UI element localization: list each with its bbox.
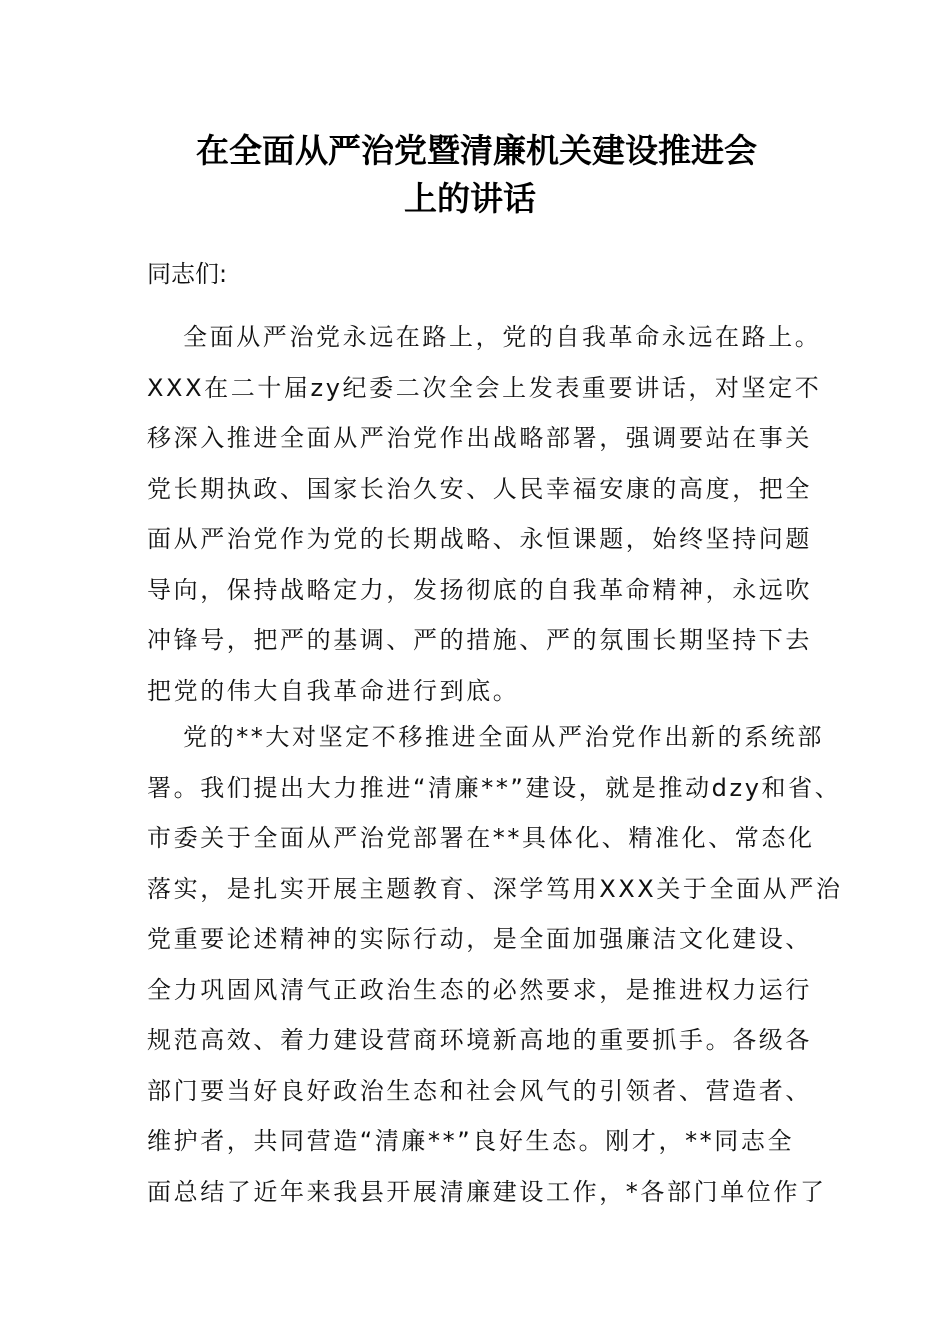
paragraph-2 (147, 712, 847, 1217)
paragraph-line: 市委关于全面从严治党部署在**具体化、精准化、常态化 (147, 824, 815, 852)
paragraph-line: 维护者，共同营造“清廉**”良好生态。刚才，**同志全 (147, 1127, 795, 1155)
paragraph-line: 党的**大对坚定不移推进全面从严治党作出新的系统部 (183, 723, 824, 751)
paragraph-line: 把党的伟大自我革命进行到底。 (147, 676, 520, 705)
title-line-1: 在全面从严治党暨清廉机关建设推进会 (196, 131, 757, 170)
paragraph-line: 导向，保持战略定力，发扬彻底的自我革命精神，永远吹 (147, 575, 812, 604)
paragraph-line: 全力巩固风清气正政治生态的必然要求，是推进权力运行 (147, 975, 812, 1004)
paragraph-line: 党重要论述精神的实际行动，是全面加强廉洁文化建设、 (147, 925, 812, 953)
paragraph-line: XXX在二十届zy纪委二次全会上发表重要讲话，对坚定不 (147, 373, 822, 402)
paragraph-line: 移深入推进全面从严治党作出战略部署，强调要站在事关 (147, 424, 812, 452)
paragraph-line: 冲锋号，把严的基调、严的措施、严的氛围长期坚持下去 (147, 626, 812, 654)
paragraph-1 (147, 312, 847, 716)
paragraph-line: 部门要当好良好政治生态和社会风气的引领者、营造者、 (147, 1076, 812, 1105)
paragraph-line: 全面从严治党永远在路上，党的自我革命永远在路上。 (183, 323, 822, 351)
paragraph-line: 落实，是扎实开展主题教育、深学笃用XXX关于全面从严治 (147, 874, 843, 903)
paragraph-line: 署。我们提出大力推进“清廉**”建设，就是推动dzy和省、 (147, 773, 842, 802)
paragraph-line: 规范高效、着力建设营商环境新高地的重要抓手。各级各 (147, 1026, 812, 1054)
salutation: 同志们: (147, 260, 228, 288)
paragraph-line: 面从严治党作为党的长期战略、永恒课题，始终坚持问题 (147, 525, 812, 553)
title-line-2: 上的讲话 (404, 179, 536, 218)
paragraph-line: 党长期执政、国家长治久安、人民幸福安康的高度，把全 (147, 474, 812, 503)
paragraph-line: 面总结了近年来我县开展清廉建设工作，*各部门单位作了 (147, 1177, 827, 1206)
